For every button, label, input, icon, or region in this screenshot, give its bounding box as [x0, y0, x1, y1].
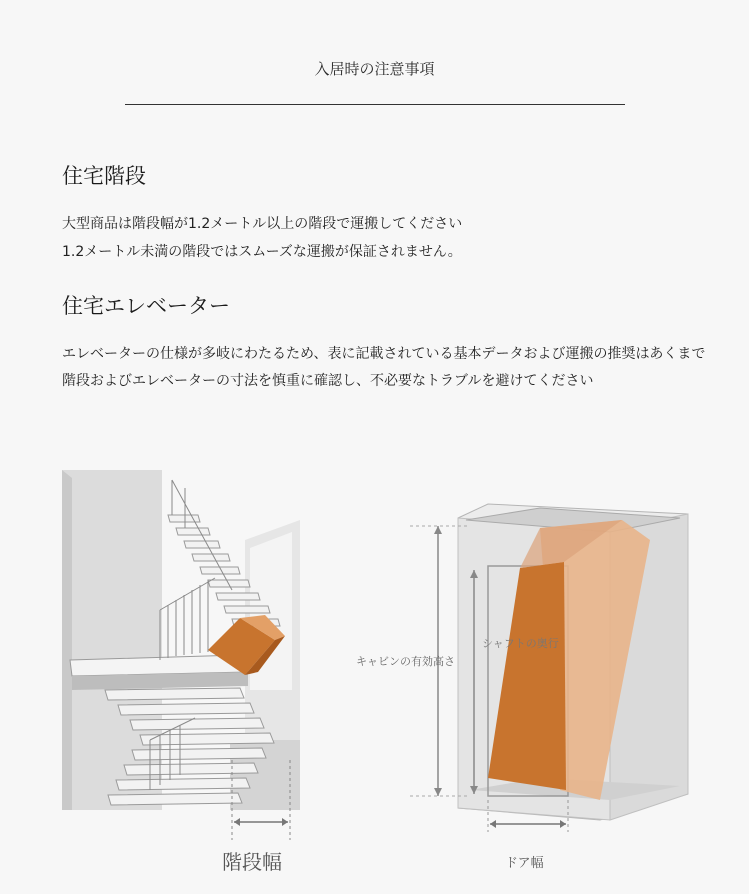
- page-title: 入居時の注意事項: [314, 60, 435, 78]
- stairs-text-line: 1.2メートル未満の階段ではスムーズな運搬が保証されません。: [62, 244, 462, 260]
- title-divider: [125, 104, 625, 105]
- section-heading-stairs: 住宅階段: [62, 164, 146, 188]
- door-width-label: ドア幅: [505, 856, 544, 871]
- elevator-text-line: エレベーターの仕様が多岐にわたるため、表に記載されている基本データおよび運搬の推奨はあくまで: [62, 346, 706, 362]
- stairs-text-line: 大型商品は階段幅が1.2メートル以上の階段で運搬してください: [62, 216, 463, 232]
- elevator-text-line: 階段およびエレベーターの寸法を慎重に確認し、不必要なトラブルを避けてください: [62, 373, 594, 389]
- section-heading-elevator: 住宅エレベーター: [62, 294, 230, 318]
- cabin-height-label: キャビンの有効高さ: [356, 655, 455, 668]
- stair-width-label: 階段幅: [222, 850, 282, 874]
- staircase-illustration: [62, 470, 300, 840]
- shaft-depth-label: シャフトの奥行: [482, 637, 559, 650]
